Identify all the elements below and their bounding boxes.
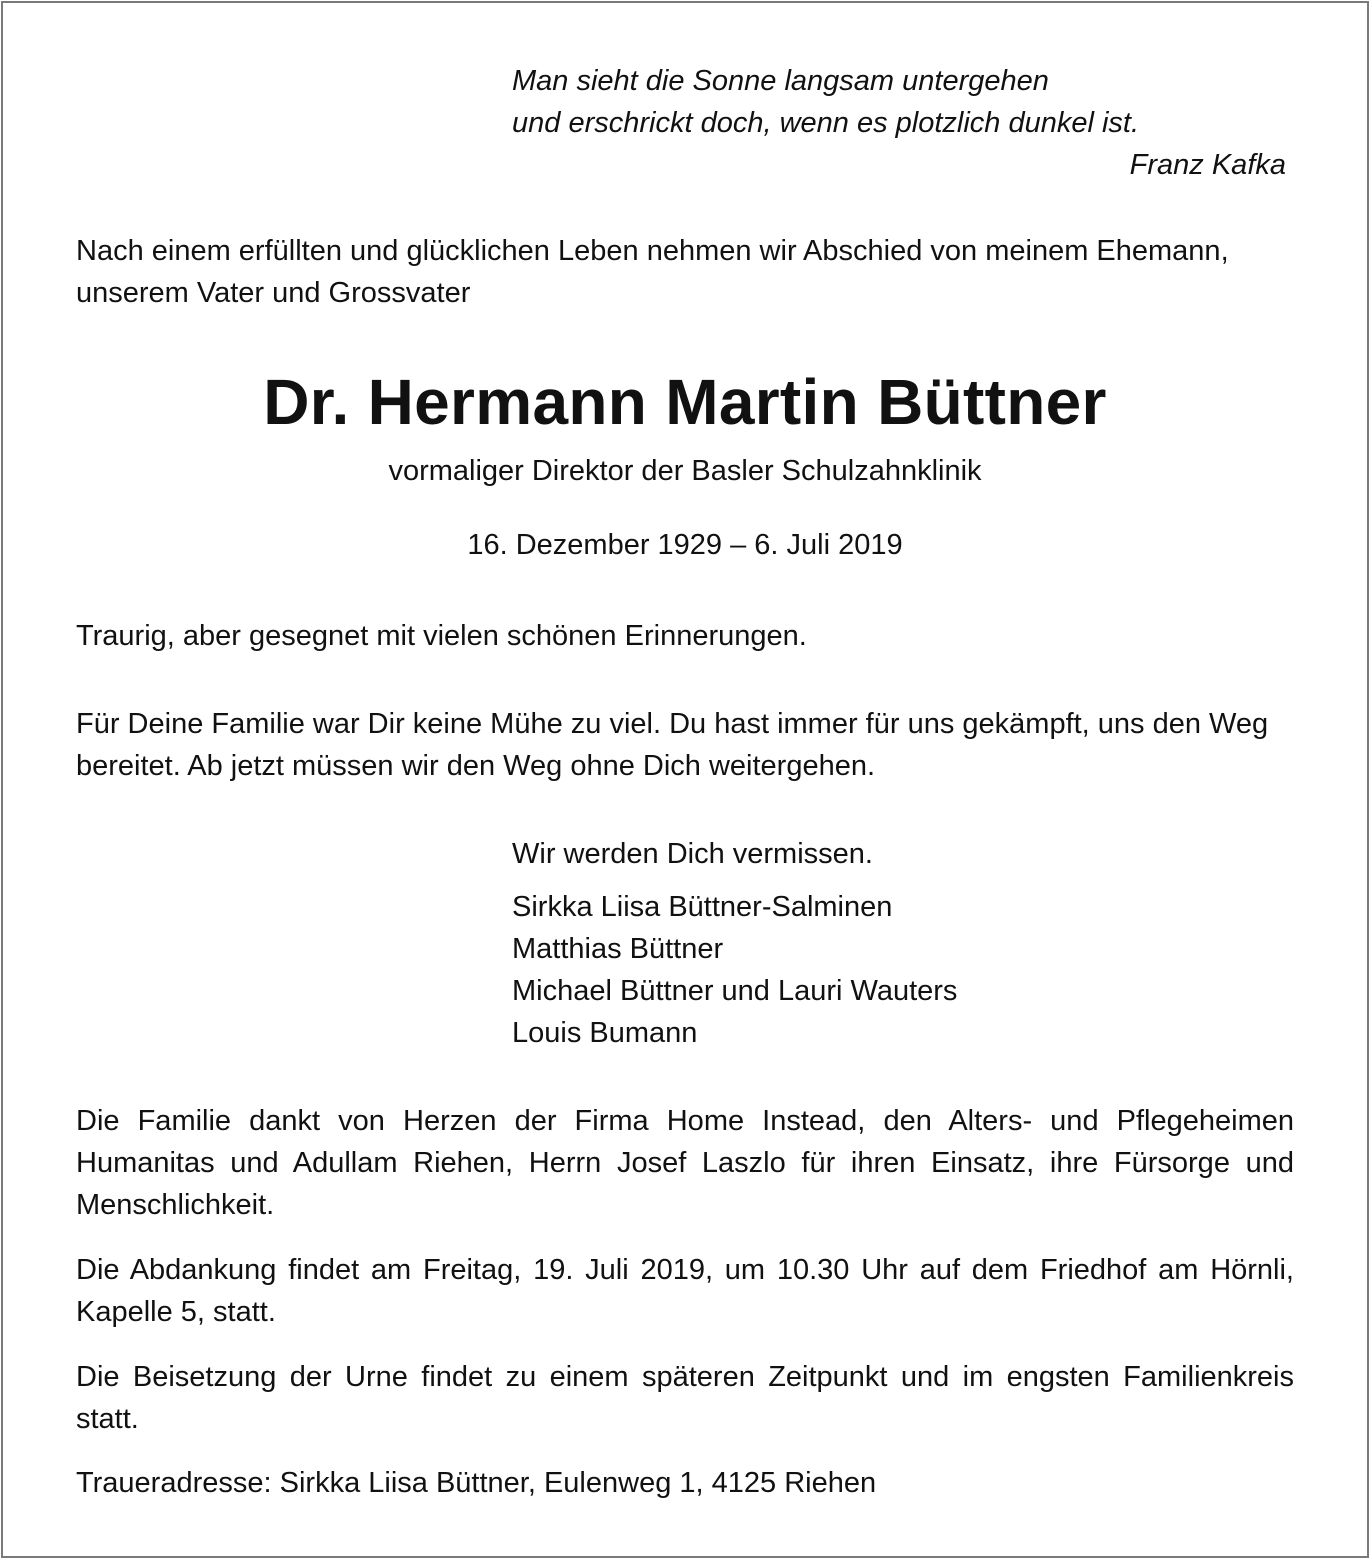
- mourning-address: Traueradresse: Sirkka Liisa Büttner, Eulenweg 1, 4125 Riehen: [76, 1467, 877, 1499]
- mourner-name: Sirkka Liisa Büttner-Salminen: [512, 891, 893, 923]
- service-paragraph: Die Abdankung findet am Freitag, 19. Juli 2019, um 10.30 Uhr auf dem Friedhof am Hörnli, Kapelle 5, statt.: [76, 1254, 1294, 1328]
- life-dates: 16. Dezember 1929 – 6. Juli 2019: [467, 529, 903, 561]
- intro-paragraph: Nach einem erfüllten und glücklichen Leben nehmen wir Abschied von meinem Ehemann, unserem Vater und Grossvater: [76, 235, 1229, 309]
- quote-author: Franz Kafka: [1129, 149, 1286, 181]
- sentiment-paragraph: Traurig, aber gesegnet mit vielen schönen Erinnerungen.: [76, 620, 807, 652]
- mourner-name: Louis Bumann: [512, 1017, 698, 1049]
- mourner-name: Michael Büttner und Lauri Wauters: [512, 975, 958, 1007]
- mourner-name: Matthias Büttner: [512, 933, 724, 965]
- mourners-list: [512, 886, 957, 1054]
- deceased-name: Dr. Hermann Martin Büttner: [263, 366, 1107, 438]
- epigraph-quote: [512, 60, 1286, 186]
- thanks-paragraph: Die Familie dankt von Herzen der Firma Home Instead, den Alters- und Pflegeheimen Humanitas und Adullam Riehen, Herrn Josef Laszlo für ihren Einsatz, ihre Fürsorge und Menschlichkeit.: [76, 1105, 1294, 1221]
- burial-paragraph: Die Beisetzung der Urne findet zu einem späteren Zeitpunkt und im engsten Familienkreis statt.: [76, 1361, 1294, 1435]
- tribute-paragraph: Für Deine Familie war Dir keine Mühe zu viel. Du hast immer für uns gekämpft, uns den Weg bereitet. Ab jetzt müssen wir den Weg ohne Dich weitergehen.: [76, 708, 1269, 782]
- deceased-title: vormaliger Direktor der Basler Schulzahnklinik: [388, 455, 982, 487]
- signoff-line: Wir werden Dich vermissen.: [512, 838, 873, 870]
- quote-line-1: Man sieht die Sonne langsam untergehen: [512, 65, 1049, 97]
- quote-line-2: und erschrickt doch, wenn es plotzlich dunkel ist.: [512, 107, 1140, 139]
